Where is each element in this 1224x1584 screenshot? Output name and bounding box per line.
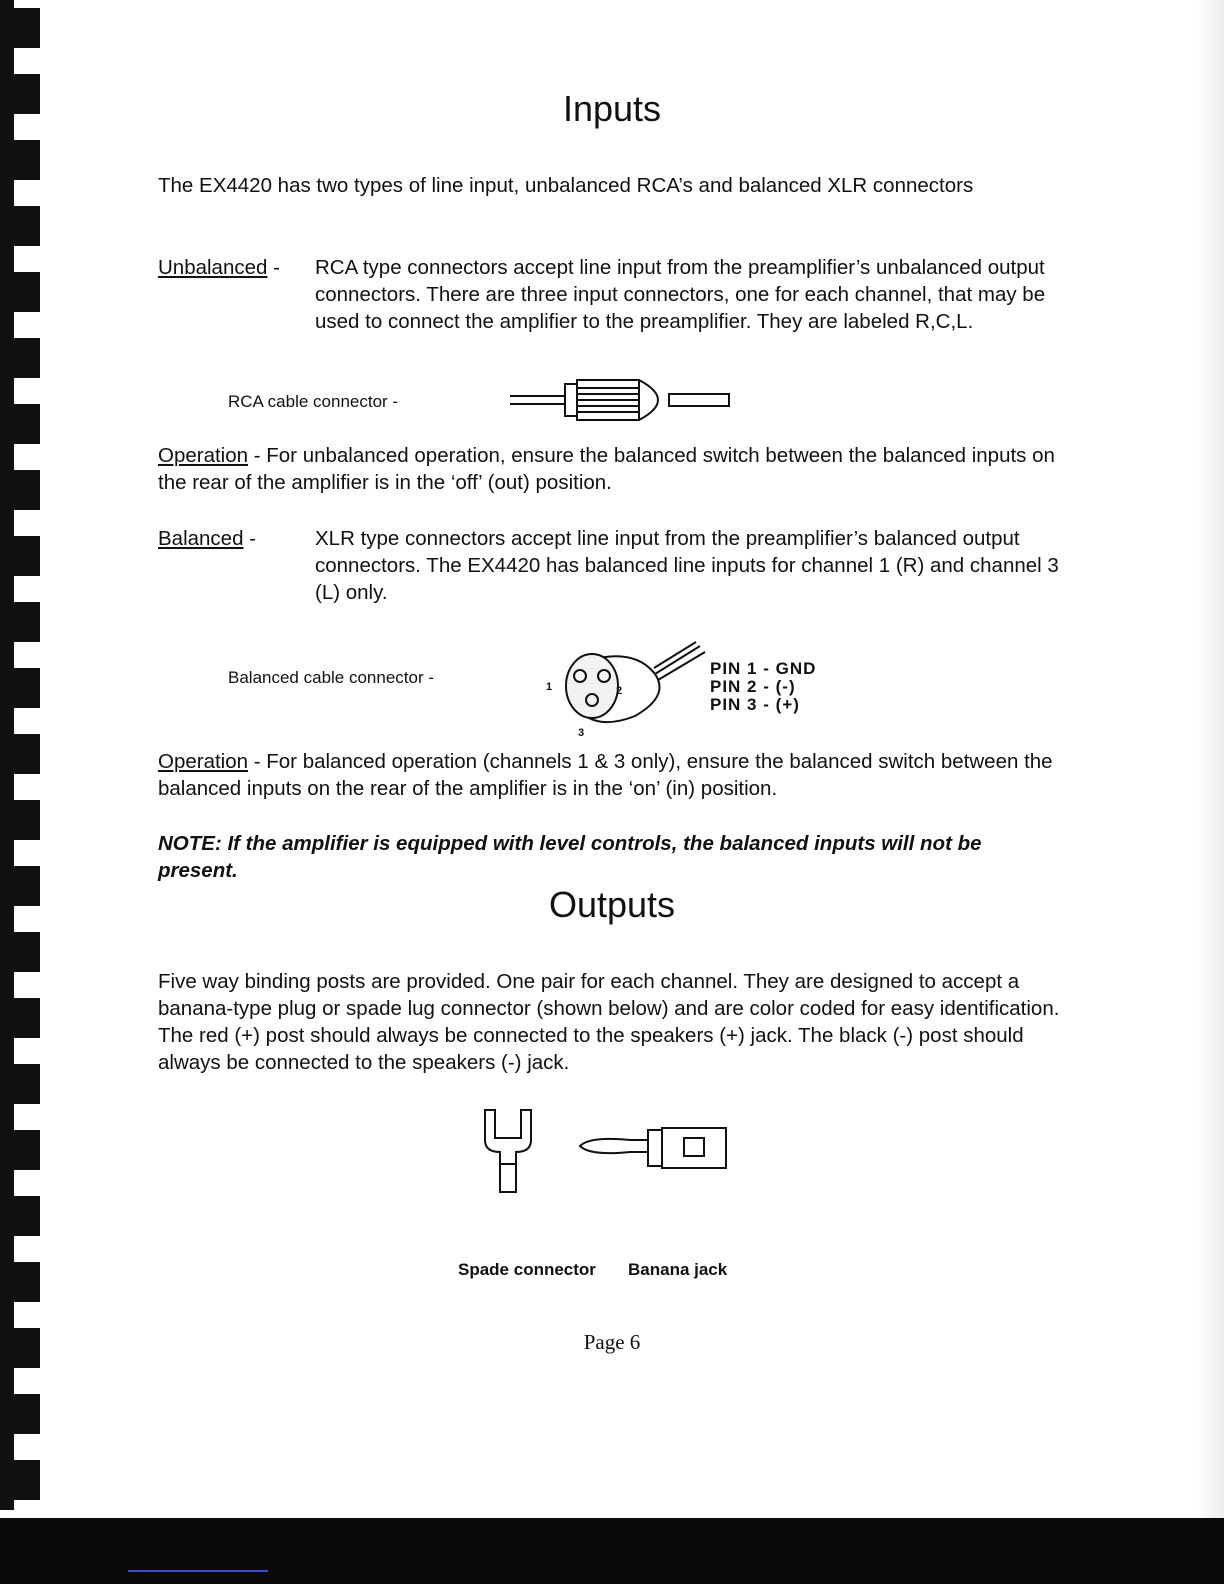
binding-hole [10,536,40,576]
operation-unbalanced-text: - For unbalanced operation, ensure the balanced switch between the balanced inputs on the rear of the amplifier is in the ‘off’ (out) position. [158,444,1055,494]
binding-hole [10,1394,40,1434]
balanced-description: XLR type connectors accept line input from the preamplifier’s balanced output connectors. The EX4420 has balanced line inputs for channel 1 (R) and channel 3 (L) only. [315,527,1059,604]
xlr-pin-1-label: 1 [546,681,553,693]
binding-hole [10,8,40,48]
rca-caption: RCA cable connector - [228,392,399,411]
balanced-term [158,525,256,552]
page-edge-shadow [1196,0,1224,1518]
scan-bottom-border [0,1518,1224,1584]
pin-1: PIN 1 - GND [710,659,817,678]
pin-2: PIN 2 - (-) [710,677,796,696]
pin-3: PIN 3 - (+) [710,695,800,714]
binding-hole [10,338,40,378]
binding-hole [10,1460,40,1500]
spade-caption: Spade connector [458,1260,596,1279]
binding-hole [10,668,40,708]
binding-hole [10,734,40,774]
banana-caption: Banana jack [628,1260,728,1279]
binding-hole [10,1130,40,1170]
operation-unbalanced [158,442,1068,496]
unbalanced-label: Unbalanced [158,256,268,279]
level-controls-note: NOTE: If the amplifier is equipped with level controls, the balanced inputs will not be present. [158,832,982,882]
balanced-separator: - [243,527,257,550]
unbalanced-separator: - [267,256,280,279]
binding-hole [10,470,40,510]
operation-unbalanced-label: Operation [158,444,249,467]
rca-connector-diagram [505,376,745,424]
balanced-label: Balanced [158,527,244,550]
operation-balanced-text: - For balanced operation (channels 1 & 3 only), ensure the balanced switch between the balanced inputs on the rear of the amplifier is in the ‘on’ (in) position. [158,750,1053,800]
page-number: Page 6 [583,1330,641,1354]
binding-hole [10,998,40,1038]
binding-hole [10,206,40,246]
operation-balanced [158,748,1068,802]
binding-hole [10,932,40,972]
binding-hole [10,1262,40,1302]
outputs-title: Outputs [548,884,676,925]
balanced-caption: Balanced cable connector - [228,668,435,687]
spiral-binding [0,0,62,1510]
unbalanced-description: RCA type connectors accept line input from the preamplifier’s unbalanced output connectors. There are three input connectors, one for each channel, that may be used to connect the amplifier to the preamplifier. They are labeled R,C,L. [315,256,1046,333]
binding-hole [10,404,40,444]
xlr-connector-diagram [540,638,710,740]
binding-hole [10,140,40,180]
xlr-pin-2-label: 2 [616,685,623,697]
unbalanced-term [158,254,280,281]
pin-list [710,660,816,714]
xlr-pin-3-label: 3 [578,727,585,739]
binding-hole [10,602,40,642]
inputs-intro: The EX4420 has two types of line input, unbalanced RCA’s and balanced XLR connectors [158,174,974,197]
scan-artifact-line [128,1570,268,1572]
binding-hole [10,1064,40,1104]
spade-connector-drawing [485,1110,531,1192]
binding-hole [10,1196,40,1236]
operation-balanced-label: Operation [158,750,249,773]
spade-banana-diagram [480,1104,730,1196]
inputs-title: Inputs [562,88,662,129]
binding-hole [10,800,40,840]
banana-jack-drawing [580,1128,726,1168]
outputs-description: Five way binding posts are provided. One pair for each channel. They are designed to accept a banana-type plug or spade lug connector (shown below) and are color coded for easy identification. The red (+) post should always be connected to the speakers (+) jack. The black (-) post should always be connected to the speakers (-) jack. [158,970,1060,1074]
binding-hole [10,272,40,312]
